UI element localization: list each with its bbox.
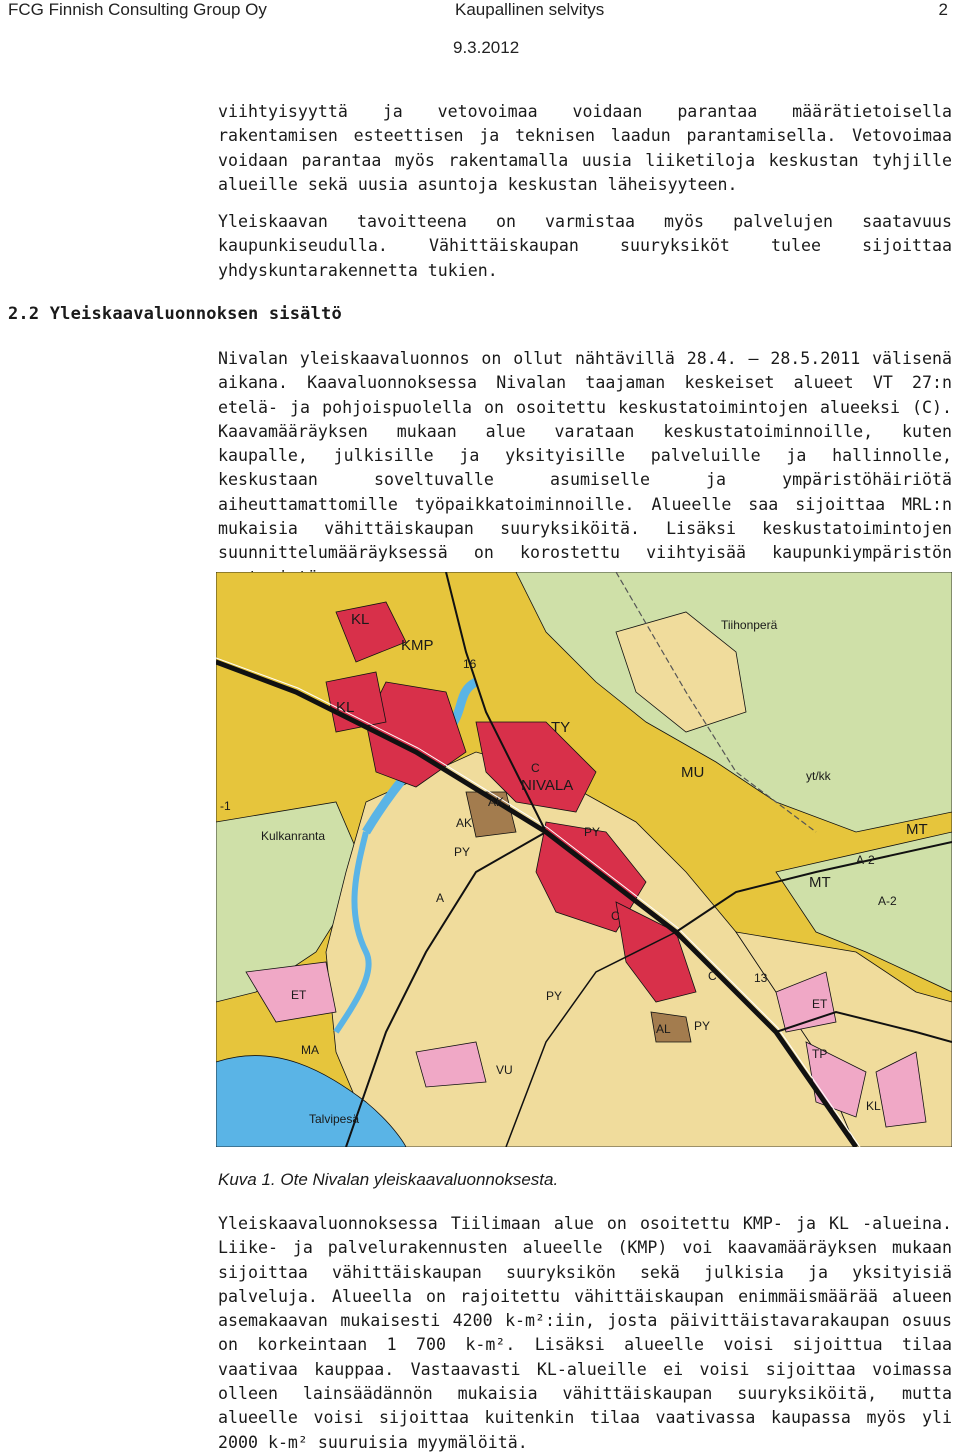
map-label-kmp: KMP (401, 637, 434, 654)
map-caption: Kuva 1. Ote Nivalan yleiskaavaluonnoksesta. (218, 1170, 559, 1189)
header-doc-title: Kaupallinen selvitys (455, 0, 605, 19)
map-label-nivala: NIVALA (521, 777, 574, 794)
map-label-kl-3: KL (866, 1099, 881, 1113)
intro-paragraph-1: viihtyisyyttä ja vetovoimaa voidaan parantaa määrätietoisella rakentamisen esteettisen ja teknisen laadun parantamisella. Vetovoimaa voidaan parantaa myös rakentamalla uusia liiketiloja keskustan tyhjille alueille sekä uusia asuntoja keskustan läheisyyteen. (218, 102, 952, 194)
map-label-et-2: ET (812, 997, 828, 1011)
map-label-mt-2: MT (809, 874, 831, 891)
map-label-a2-2: A-2 (878, 894, 897, 908)
header-date: 9.3.2012 (453, 38, 520, 57)
map-label-kulkanranta: Kulkanranta (261, 829, 326, 843)
map-label-py-4: PY (694, 1019, 711, 1033)
map-label-mu: MU (681, 764, 705, 781)
map-label-tp: TP (812, 1047, 828, 1061)
map-label-kl-2: KL (336, 699, 355, 716)
map-label-et-1: ET (291, 988, 307, 1002)
map-label-ytkk: yt/kk (806, 769, 831, 783)
map-label-13: 13 (754, 971, 768, 985)
section-paragraph: Nivalan yleiskaavaluonnos on ollut nähtävillä 28.4. – 28.5.2011 välisenä aikana. Kaavaluonnoksessa Nivalan taajaman keskeiset alueet VT 27:n etelä- ja pohjoispuolella on osoitettu keskustatoimintojen alueeksi (C). Kaavamääräyksen mukaan alue varataan keskustatoiminnoille, kuten kaupalle, julkisille ja yksityisille palveluille ja hallinnolle, keskustaan soveltuvalle asumiselle ja ympäristöhäiriötä aiheuttamattomille työpaikkatoiminnoille. Alueelle saa sijoittaa MRL:n mukaisia vähittäiskaupan suuryksiköitä. Lisäksi keskustatoimintojen suunnittelumääräyksessä on korostettu viihtyisää kaupunkiympäristön (218, 349, 952, 563)
zoning-map (216, 572, 952, 1147)
map-label-vu: VU (496, 1063, 513, 1077)
map-label-a: A (436, 891, 445, 905)
map-label-tiihonpera: Tiihonperä (721, 618, 778, 632)
map-label-ak-1: AK (488, 795, 505, 809)
map-label-py-3: PY (546, 989, 563, 1003)
map-label-c-2: C (611, 909, 620, 923)
map-label-py-1: PY (584, 825, 601, 839)
map-label-al: AL (656, 1022, 671, 1036)
map-label-16: 16 (463, 657, 477, 671)
map-label-c-3: C (708, 969, 717, 983)
map-label-ma: MA (301, 1043, 319, 1057)
intro-paragraph-2: Yleiskaavan tavoitteena on varmistaa myös palvelujen saatavuus kaupunkiseudulla. Vähittäiskaupan suuryksiköt tulee sijoittaa yhdyskuntarakennetta tukien. (218, 212, 952, 280)
map-label-talvipesa: Talvipesä (309, 1112, 360, 1126)
closing-paragraph: Yleiskaavaluonnoksessa Tiilimaan alue on osoitettu KMP- ja KL -alueina. Liike- ja palvelurakennusten alueelle (KMP) voi kaavamääräyksen mukaan sijoittaa vähittäiskaupan suuryksikön sekä julkisia ja yksityisiä palveluja. Alueella on rajoitettu vähittäiskaupan enimmäismäärää alueen asemakaavan mukaisesti 4200 k-m²:iin, josta päivittäistavarakaupan osuus on korkeintaan 1 700 k-m². Lisäksi alueelle voisi sijoittua tilaa vaativaa kauppaa. Vastaavasti KL-alueille ei voisi sijoittaa voimassa olleen lainsäädännön mukaisia vähittäiskaupan suuryksiköitä, mutta alueelle voisi sijoittaa kuitenkin tilaa vaativassa kaupassa myös yli 2000 k-m² suuruisia myymälöitä. (218, 1214, 952, 1452)
map-label-ty: TY (551, 719, 571, 736)
map-label-mt-1: MT (906, 821, 928, 838)
map-label-ak-2: AK (456, 816, 473, 830)
map-label-minus-1: -1 (220, 799, 231, 813)
map-label-kl-1: KL (351, 611, 370, 628)
map-label-py-2: PY (454, 845, 471, 859)
map-label-a2-1: A-2 (856, 853, 875, 867)
header-page-number: 2 (938, 0, 948, 19)
map-label-c-1: C (531, 761, 540, 775)
header-company: FCG Finnish Consulting Group Oy (8, 0, 267, 19)
section-heading: 2.2 Yleiskaavaluonnoksen sisältö (8, 304, 342, 324)
